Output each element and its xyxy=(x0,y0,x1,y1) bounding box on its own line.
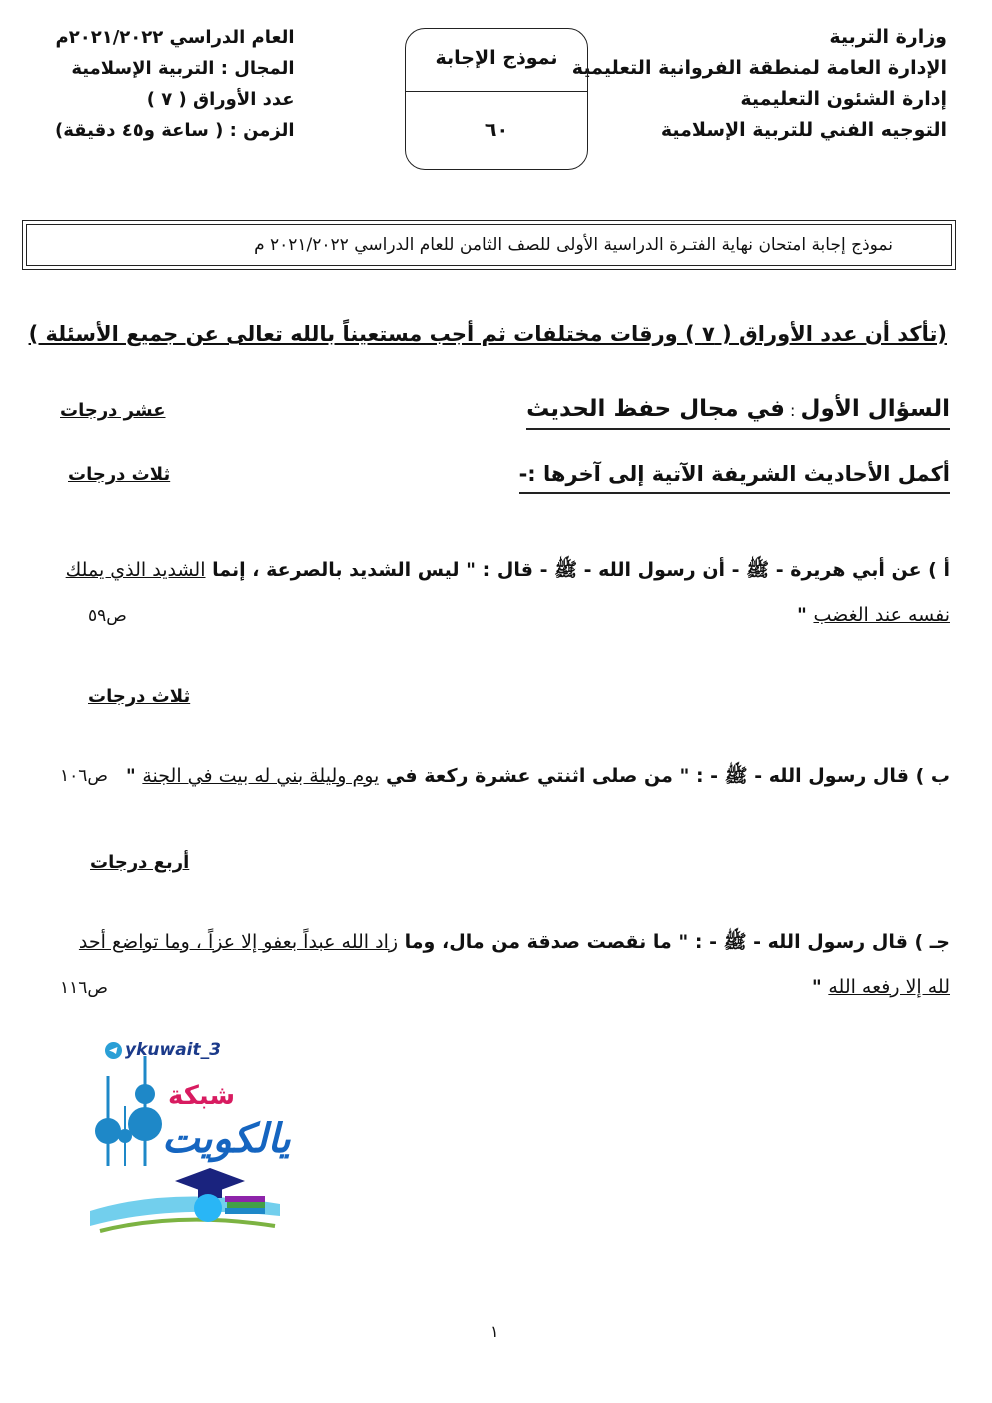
hadith-c-marks: أربع درجات xyxy=(90,852,190,873)
hadith-b-end: " xyxy=(125,765,143,787)
hadith-b-answer: يوم وليلة بني له بيت في الجنة xyxy=(142,765,380,787)
hadith-b-marks: ثلاث درجات xyxy=(88,686,191,707)
subject-field: المجال : التربية الإسلامية xyxy=(71,58,295,79)
hadith-c-answer-2: لله إلا رفعه الله xyxy=(828,976,950,998)
hadith-a-answer-2: نفسه عند الغضب xyxy=(813,604,950,626)
yalkuwait-logo xyxy=(80,1036,295,1261)
hadith-a-end: " xyxy=(796,604,814,626)
question-1-subtitle: أكمل الأحاديث الشريفة الآتية إلى آخرها :- xyxy=(519,462,950,494)
ministry-line-1: وزارة التربية xyxy=(829,26,947,48)
hadith-a-page-ref: ص٥٩ xyxy=(88,606,127,626)
question-1-marks: عشر درجات xyxy=(60,400,166,421)
page-number: ١ xyxy=(490,1322,499,1341)
exam-duration: الزمن : ( ساعة و٤٥ دقيقة) xyxy=(55,120,295,141)
exam-title: نموذج إجابة امتحان نهاية الفتـرة الدراسية الأولى للصف الثامن للعام الدراسي ٢٠٢١/٢٠٢٢ م xyxy=(254,235,893,255)
logo-word-network: شبكة xyxy=(168,1081,236,1111)
answer-box-divider xyxy=(406,91,587,92)
ministry-header xyxy=(572,22,947,146)
question-1-title xyxy=(526,396,950,430)
question-1-label: السؤال الأول xyxy=(800,396,950,422)
hadith-b-prefix: ب ) قال رسول الله - ﷺ - : " من صلى اثنتي عشرة ركعة في xyxy=(379,765,950,787)
hadith-c-line-1 xyxy=(79,930,950,958)
hadith-a-answer-1: الشديد الذي يملك xyxy=(65,559,206,581)
ministry-line-3: إدارة الشئون التعليمية xyxy=(740,88,947,110)
hadith-a-line-1 xyxy=(66,558,950,586)
ministry-line-2: الإدارة العامة لمنطقة الفروانية التعليمية xyxy=(571,57,947,79)
question-1-colon: : xyxy=(784,401,801,420)
answer-model-box xyxy=(405,28,588,170)
subquestion-marks: ثلاث درجات xyxy=(68,464,171,485)
answer-model-title: نموذج الإجابة xyxy=(435,47,558,69)
telegram-handle-text: ykuwait_3 xyxy=(125,1040,221,1060)
ministry-line-4: التوجيه الفني للتربية الإسلامية xyxy=(660,119,947,141)
question-1-topic: في مجال حفظ الحديث xyxy=(526,396,785,422)
logo-word-yalkuwait: يالكويت xyxy=(162,1116,291,1162)
exam-title-box xyxy=(22,220,956,270)
hadith-b-line xyxy=(126,764,950,792)
hadith-c-prefix: جـ ) قال رسول الله - ﷺ - : " ما نقصت صدقة من مال، وما xyxy=(398,931,950,953)
academic-year: العام الدراسي ٢٠٢١/٢٠٢٢م xyxy=(55,27,295,48)
hadith-c-page-ref: ص١١٦ xyxy=(60,978,108,998)
instructions: (تأكد أن عدد الأوراق ( ٧ ) ورقات مختلفات ثم أجب مستعيناً بالله تعالى عن جميع الأسئلة ) xyxy=(28,322,947,346)
hadith-b-page-ref: ص١٠٦ xyxy=(60,766,108,786)
hadith-a-prefix: أ ) عن أبي هريرة - ﷺ - أن رسول الله - ﷺ - قال : " ليس الشديد بالصرعة ، إنما xyxy=(205,559,950,581)
hadith-a-line-2 xyxy=(797,604,950,626)
hadith-c-line-2 xyxy=(812,976,950,998)
answer-model-score: ٦٠ xyxy=(484,119,509,141)
hadith-c-end: " xyxy=(811,976,829,998)
page-count: عدد الأوراق ( ٧ ) xyxy=(146,89,295,110)
hadith-c-answer-1: زاد الله عبداً بعفو إلا عزاً ، وما تواضع أحد xyxy=(78,931,399,953)
exam-info-header xyxy=(55,22,295,146)
